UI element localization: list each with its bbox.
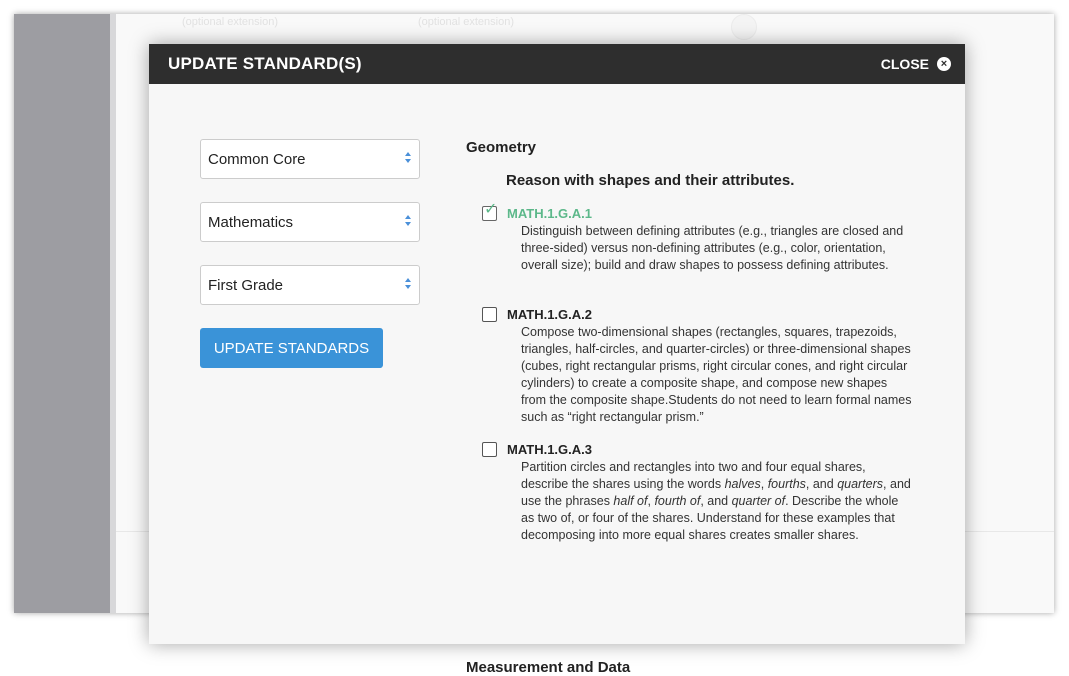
framework-select[interactable] (200, 139, 420, 179)
update-standards-button[interactable]: UPDATE STANDARDS (200, 328, 383, 368)
standard-description: Compose two-dimensional shapes (rectangles, squares, trapezoids, triangles, half-circles, and quarter-circles) or three-dimensional shapes (cubes, right rectangular prisms, right circular cones, and right circular cylinders) to create a composite shape, and compose new shapes from the composite shape.Students do not need to learn formal names such as “right rectangular prism.” (521, 325, 912, 424)
modal-title: UPDATE STANDARD(S) (168, 54, 362, 73)
standard-item (482, 306, 912, 426)
checkmark-icon: ✓ (484, 201, 498, 218)
standard-code: MATH.1.G.A.3 (507, 442, 592, 457)
background-ghost-button (731, 14, 757, 40)
subject-select[interactable] (200, 202, 420, 242)
select-arrows-icon (404, 152, 412, 163)
standard-checkbox[interactable] (482, 201, 498, 221)
background-ghost-text: (optional extension) (418, 16, 515, 28)
standard-code: MATH.1.G.A.1 (507, 206, 592, 221)
section-title: Geometry (466, 139, 537, 156)
screenshot-frame (14, 14, 1054, 676)
close-circle-icon[interactable]: × (937, 57, 951, 71)
grade-select[interactable] (200, 265, 420, 305)
standard-description: Partition circles and rectangles into two and four equal shares, describe the shares using the words halves, fourths, and quarters, and use the phrases half of, fourth of, and quarter of. Describe the whole as two of, or four of the shares. Understand for these examples that decomposing into more equal shares creates smaller shares. (521, 460, 911, 542)
close-label: CLOSE (880, 56, 929, 72)
app-sidebar (14, 14, 110, 613)
next-section-title: Measurement and Data (466, 659, 631, 676)
grade-select-value: First Grade (208, 276, 284, 294)
select-arrows-icon (404, 215, 412, 226)
cluster-title: Reason with shapes and their attributes. (506, 172, 795, 189)
standard-item (482, 441, 912, 544)
update-standards-modal (149, 44, 965, 676)
standard-code: MATH.1.G.A.2 (507, 307, 592, 322)
modal-header (149, 44, 965, 84)
framework-select-value: Common Core (208, 150, 306, 168)
standard-item (482, 201, 912, 274)
subject-select-value: Mathematics (208, 213, 294, 231)
standard-checkbox[interactable] (482, 307, 497, 322)
standard-description: Distinguish between defining attributes (e.g., triangles are closed and three-sided) versus non-defining attributes (e.g., color, orientation, overall size); build and draw shapes to possess defining attributes. (521, 224, 904, 272)
close-button[interactable] (881, 56, 951, 72)
select-arrows-icon (404, 278, 412, 289)
background-ghost-text: (optional extension) (182, 16, 279, 28)
standard-checkbox[interactable] (482, 442, 497, 457)
